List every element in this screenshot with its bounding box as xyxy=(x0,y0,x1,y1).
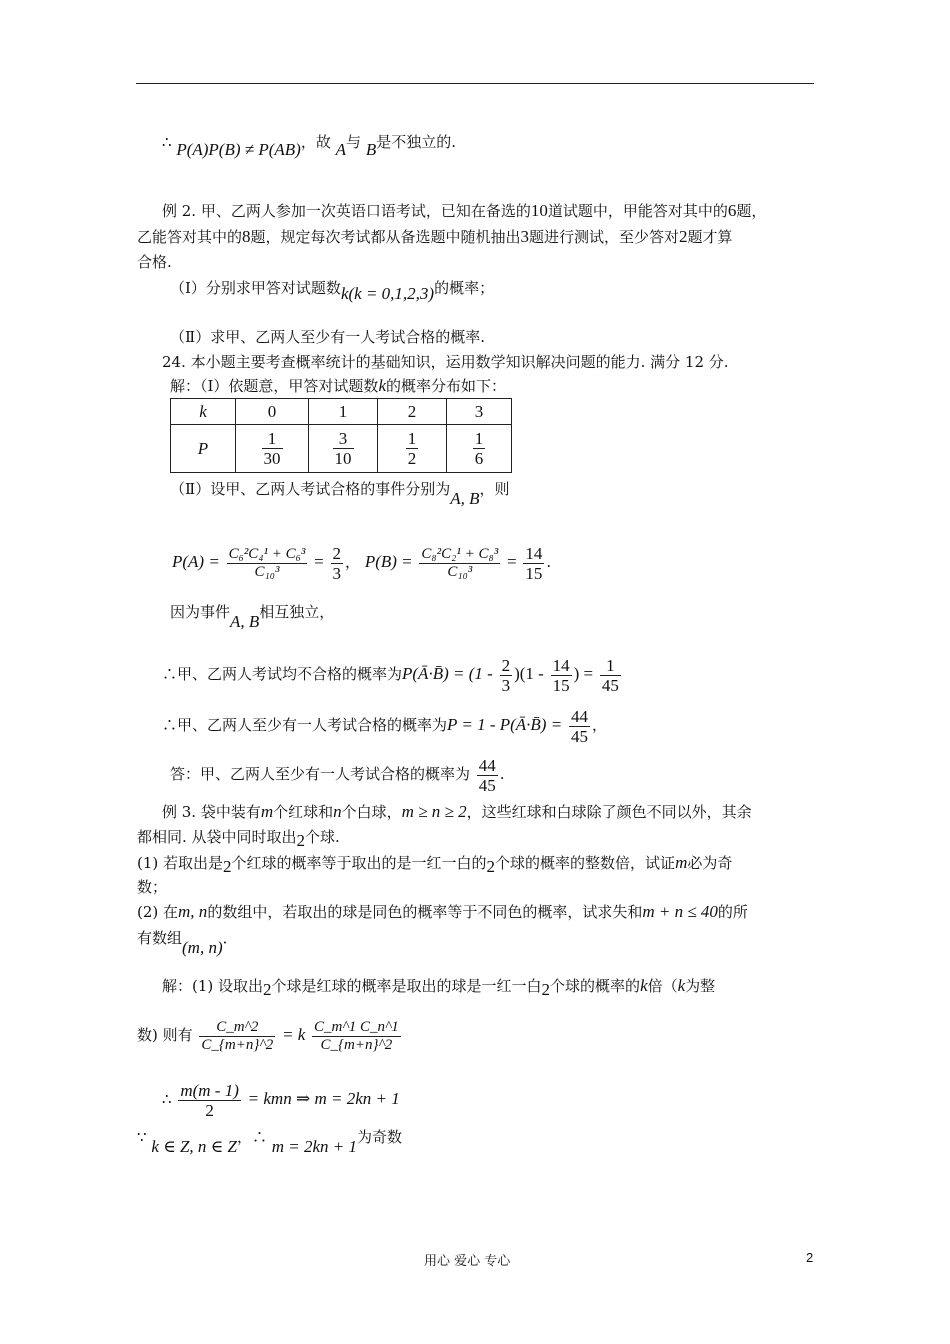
text: 与 xyxy=(346,133,362,151)
page-footer: 用心 爱心 专心 xyxy=(424,1254,511,1269)
numerator: 44 xyxy=(478,755,496,775)
fail-probability-line xyxy=(162,652,623,696)
therefore-symbol: ∴ xyxy=(251,1128,267,1146)
text: ， xyxy=(236,1128,252,1146)
text: 乙能答对其中的 xyxy=(137,228,243,246)
number: 2 xyxy=(223,857,232,876)
text: . xyxy=(546,553,552,571)
denominator: 45 xyxy=(570,726,588,746)
text: 倍（ xyxy=(647,977,678,995)
text: 的概率分布如下： xyxy=(385,377,506,395)
table-cell: 3 xyxy=(447,399,512,425)
ex3-solution-line1 xyxy=(162,976,716,999)
numerator: m(m - 1) xyxy=(180,1080,239,1100)
number: 2 xyxy=(263,980,272,999)
math-mn: m, n xyxy=(178,902,208,921)
math-B: B xyxy=(365,140,377,159)
text: 的概率； xyxy=(434,279,495,297)
numerator: 14 xyxy=(525,543,543,563)
text: 解：（Ⅰ）依题意，甲答对试题数 xyxy=(170,377,379,395)
because-symbol: ∵ xyxy=(137,1128,147,1146)
math-expr: ) = xyxy=(573,664,594,683)
table-cell: 0 xyxy=(236,399,309,425)
table-cell: P xyxy=(171,425,236,473)
equals: = xyxy=(314,552,324,571)
text: 个球的概率的整数倍，试证 xyxy=(495,854,676,872)
math-expr: k ∈ Z, n ∈ Z xyxy=(151,1137,237,1156)
text: (2) 在 xyxy=(137,903,179,921)
pass-probability-line xyxy=(162,703,607,747)
ex3-part2-cont xyxy=(137,928,238,957)
equals: = xyxy=(506,552,517,571)
text: 有数组 xyxy=(137,929,183,947)
math-k: k xyxy=(677,976,686,995)
conclusion-line xyxy=(162,132,456,159)
text: 道试题中，甲能答对其中的 xyxy=(547,202,728,220)
number: 10 xyxy=(530,201,548,220)
text: （Ⅱ）设甲、乙两人考试合格的事件分别为 xyxy=(170,480,451,498)
ex3-solution-line3 xyxy=(162,1076,400,1122)
table-cell xyxy=(378,425,447,473)
denominator: 3 xyxy=(501,675,511,695)
numerator: C_m^1 C_n^1 xyxy=(314,1018,399,1035)
text: 题， xyxy=(736,202,767,220)
ex3-line2 xyxy=(137,827,340,850)
therefore-symbol: ∴ xyxy=(162,1090,172,1108)
text: 题才算 xyxy=(687,228,733,246)
text: ． xyxy=(222,929,238,947)
math-A-B: A, B xyxy=(450,489,480,508)
text: 题进行测试，至少答对 xyxy=(529,228,680,246)
ex2-line2 xyxy=(137,227,733,247)
text: . xyxy=(499,765,505,783)
text: （Ⅰ）分别求甲答对试题数 xyxy=(170,279,341,297)
denominator: 45 xyxy=(601,675,619,695)
numerator: C₆²C₄¹ + C₆³ xyxy=(228,545,306,562)
text: 的数组中，若取出的球是同色的概率等于不同色的概率，试求失和 xyxy=(207,903,643,921)
answer-line xyxy=(170,752,505,796)
numerator: 1 xyxy=(262,429,283,449)
numerator: 44 xyxy=(570,706,588,726)
text: 个球. xyxy=(305,828,340,846)
numerator: 2 xyxy=(501,655,511,675)
text: ∴甲、乙两人考试均不合格的概率为 xyxy=(162,665,403,683)
numerator: 2 xyxy=(332,543,342,563)
denominator: 3 xyxy=(332,563,342,583)
text: 个红球和 xyxy=(273,803,334,821)
math-eqk: = k xyxy=(281,1025,306,1044)
sol24-intro: 24. 本小题主要考查概率统计的基础知识，运用数学知识解决问题的能力. 满分 12 分. xyxy=(162,353,729,371)
math-expr: P(Ā·B̄) = (1 - xyxy=(402,664,493,683)
text: 数) 则有 xyxy=(137,1026,193,1044)
ex3-part2 xyxy=(137,902,748,922)
math-n: n xyxy=(333,802,342,821)
text: 解：(1) 设取出 xyxy=(162,977,264,995)
number: 2 xyxy=(486,857,496,876)
text: ∴甲、乙两人至少有一人考试合格的概率为 xyxy=(162,716,448,734)
table-cell xyxy=(309,425,378,473)
text: 必为奇 xyxy=(687,854,733,872)
probability-distribution-table xyxy=(170,398,512,473)
text: 相互独立， xyxy=(259,603,335,621)
math-A-B: A, B xyxy=(230,612,260,631)
math-pair: (m, n) xyxy=(182,938,223,957)
table-cell: k xyxy=(171,399,236,425)
math-pb: P(B) = xyxy=(364,552,413,571)
math-m: m xyxy=(260,802,274,821)
denominator: C₁₀³ xyxy=(254,563,280,580)
table-cell: 2 xyxy=(378,399,447,425)
text: 为整 xyxy=(685,977,716,995)
pa-pb-formulas xyxy=(172,540,551,584)
text: ，故 xyxy=(300,133,331,151)
denominator: 30 xyxy=(263,449,281,468)
text: 因为事件 xyxy=(170,603,231,621)
math-sum: m + n ≤ 40 xyxy=(642,902,718,921)
numerator: 3 xyxy=(333,429,354,449)
number: 2 xyxy=(296,831,306,850)
math-pa: P(A) = xyxy=(172,552,220,571)
text: (1) 若取出是 xyxy=(137,854,224,872)
math-expr: = kmn ⇒ m = 2kn + 1 xyxy=(247,1089,400,1108)
math-m: m xyxy=(675,853,688,872)
text: 为奇数 xyxy=(357,1128,403,1146)
sol24-part2-intro xyxy=(170,479,510,508)
header-rule xyxy=(136,83,814,84)
text: ，这些红球和白球除了颜色不同以外，其余 xyxy=(466,803,752,821)
ex2-line3: 合格. xyxy=(137,253,172,271)
denominator: C_{m+n}^2 xyxy=(320,1036,393,1053)
number: 2 xyxy=(679,227,688,246)
denominator: 2 xyxy=(205,1100,214,1120)
math-expr: P = 1 - P(Ā·B̄) = xyxy=(447,715,563,734)
math-expr: )(1 - xyxy=(514,664,544,683)
numerator: 14 xyxy=(552,655,570,675)
numerator: 1 xyxy=(474,429,484,448)
independence-line xyxy=(170,602,335,631)
text: 例 3. 袋中装有 xyxy=(162,803,261,821)
text: 例 2. 甲、乙两人参加一次英语口语考试，已知在备选的 xyxy=(162,202,531,220)
number: 8 xyxy=(242,227,251,246)
text: ， xyxy=(591,716,607,734)
sol24-part1 xyxy=(170,376,506,396)
denominator: 10 xyxy=(334,449,352,468)
ex2-question2: （Ⅱ）求甲、乙两人至少有一人考试合格的概率. xyxy=(170,328,485,346)
numerator: 1 xyxy=(407,429,417,448)
ex3-part1-cont: 数； xyxy=(137,878,168,896)
denominator: 15 xyxy=(525,563,543,583)
ex2-question1 xyxy=(170,278,495,303)
denominator: C_{m+n}^2 xyxy=(201,1036,274,1053)
table-cell xyxy=(447,425,512,473)
math-inequality: P(A)P(B) ≠ P(AB) xyxy=(176,140,301,159)
page-number: 2 xyxy=(806,1250,814,1265)
text: 是不独立的. xyxy=(376,133,456,151)
math-k-values: k(k = 0,1,2,3) xyxy=(340,284,435,303)
numerator: 1 xyxy=(600,656,621,676)
math-A: A xyxy=(335,140,347,159)
text: 的所 xyxy=(717,903,748,921)
math-k: k xyxy=(640,976,648,995)
denominator: 15 xyxy=(552,675,570,695)
table-cell: 1 xyxy=(309,399,378,425)
text: 个红球的概率等于取出的是一红一白的 xyxy=(231,854,487,872)
ex3-solution-line2 xyxy=(137,1012,403,1058)
denominator: 2 xyxy=(407,449,417,468)
text: 个球是红球的概率是取出的球是一红一白 xyxy=(271,977,542,995)
denominator: C₁₀³ xyxy=(447,563,473,580)
therefore-symbol: ∴ xyxy=(162,133,172,151)
text: 都相同. 从袋中同时取出 xyxy=(137,828,297,846)
table-header-row xyxy=(171,399,512,425)
numerator: C_m^2 xyxy=(199,1019,275,1037)
text: 个白球， xyxy=(341,803,402,821)
numerator: C₈²C₂¹ + C₈³ xyxy=(421,545,499,562)
text: 个球的概率的 xyxy=(550,977,641,995)
number: 2 xyxy=(541,980,551,999)
text: 题，规定每次考试都从备选题中随机抽出 xyxy=(250,228,521,246)
text: 答：甲、乙两人至少有一人考试合格的概率为 xyxy=(170,765,471,783)
table-cell xyxy=(236,425,309,473)
number: 3 xyxy=(520,227,530,246)
text: ，则 xyxy=(479,480,510,498)
denominator: 6 xyxy=(474,449,484,468)
number: 6 xyxy=(727,201,737,220)
denominator: 45 xyxy=(478,775,496,795)
ex3-line1 xyxy=(162,802,752,822)
math-expr: m = 2kn + 1 xyxy=(271,1137,358,1156)
table-row xyxy=(171,425,512,473)
ex2-line1 xyxy=(162,201,766,221)
text: ， xyxy=(345,553,361,571)
ex3-part1 xyxy=(137,853,733,876)
math-cond: m ≥ n ≥ 2 xyxy=(401,802,467,821)
math-k: k xyxy=(378,376,386,395)
ex3-solution-line4 xyxy=(137,1127,403,1156)
